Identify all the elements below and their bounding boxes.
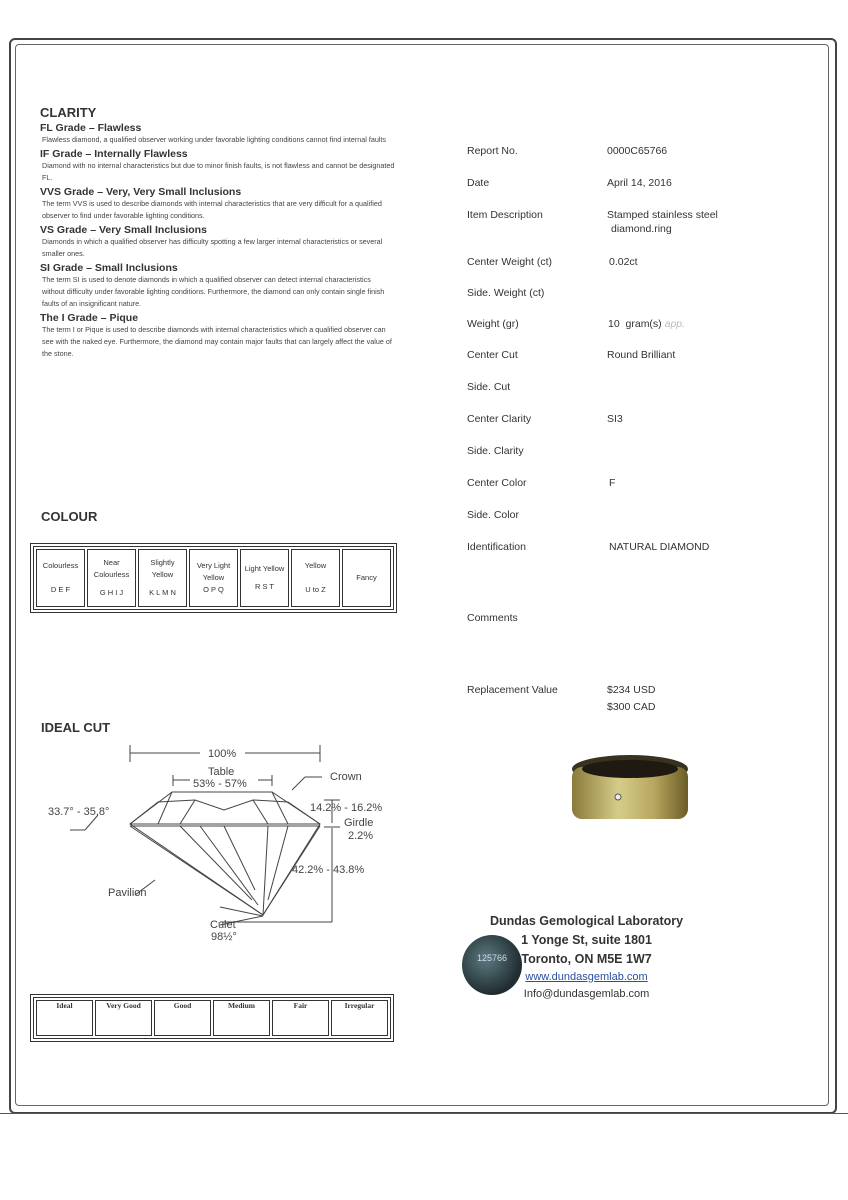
crown-height-label: 14.2% - 16.2%	[310, 802, 383, 814]
field-value: NATURAL DIAMOND	[609, 541, 710, 553]
field-report-no	[467, 145, 668, 157]
grade-title: SI Grade – Small Inclusions	[40, 262, 178, 274]
cut-grade-cell: Medium	[213, 1000, 270, 1036]
grade-text: Flawless diamond, a qualified observer working under favorable lighting conditions cannot find internal faults	[42, 135, 386, 144]
field-label: Center Cut	[467, 349, 518, 361]
colour-name: Near Colourless	[93, 558, 130, 579]
field-label: Center Color	[467, 477, 527, 489]
lab-name: Dundas Gemological Laboratory	[490, 914, 684, 928]
field-center-weight	[467, 256, 638, 268]
colour-cell	[36, 549, 85, 607]
grade-text: The term VVS is used to describe diamonds with internal characteristics that are very difficult for a qualified observer to find under favorable lighting conditions.	[42, 199, 382, 220]
lab-info	[490, 912, 683, 1003]
grade-title: VS Grade – Very Small Inclusions	[40, 224, 207, 236]
colour-cell	[138, 549, 187, 607]
grade-title: FL Grade – Flawless	[40, 122, 142, 134]
lab-email: Info@dundasgemlab.com	[523, 988, 650, 1000]
lab-website-link[interactable]: www.dundasgemlab.com	[525, 971, 648, 983]
field-label: Side. Color	[467, 509, 519, 521]
clarity-section	[40, 105, 395, 360]
field-value: 10 gram(s)	[608, 318, 662, 330]
field-side-cut	[467, 381, 510, 393]
cut-grade-cell: Irregular	[331, 1000, 388, 1036]
field-side-weight	[467, 287, 544, 299]
field-value: Stamped stainless steel	[607, 209, 718, 221]
cut-grade-cell: Fair	[272, 1000, 329, 1036]
grade-title: The I Grade – Pique	[40, 312, 139, 324]
colour-cell	[291, 549, 340, 607]
grade-text: The term SI is used to denote diamonds in which a qualified observer can detect internal characteristics without difficulty under favorable lighting conditions. Furthermore, the diamond can only contain single finish faults of an insignificant nature.	[42, 275, 385, 308]
diameter-label: 100%	[208, 748, 237, 760]
field-value: SI3	[607, 413, 623, 425]
colour-name: Yellow	[304, 561, 327, 570]
field-label: Date	[467, 177, 490, 189]
colour-grades: O P Q	[203, 585, 224, 594]
girdle-label: Girdle	[344, 817, 374, 829]
field-label: Center Clarity	[467, 413, 532, 425]
field-label: Weight (gr)	[467, 318, 519, 330]
field-value-line2: $300 CAD	[607, 701, 656, 713]
pavilion-depth-label: 42.2% - 43.8%	[292, 864, 365, 876]
field-value: F	[609, 477, 616, 489]
field-item-description	[467, 209, 718, 235]
colour-scale-table	[33, 546, 394, 610]
pavilion-label: Pavilion	[108, 887, 147, 899]
table-label: Table	[208, 766, 235, 778]
colour-cell	[189, 549, 238, 607]
scan-edge-line	[0, 1113, 848, 1114]
field-label: Identification	[467, 541, 526, 553]
seal-number: 125766	[476, 953, 508, 963]
grade-text: Diamond with no internal characteristics but due to minor finish faults, is not flawless and cannot be designated FL.	[42, 161, 395, 182]
colour-grades: G H I J	[99, 588, 124, 597]
colour-cell	[87, 549, 136, 607]
lab-address-line2: Toronto, ON M5E 1W7	[521, 952, 652, 966]
colour-name: Colourless	[42, 561, 79, 570]
colour-name: Slightly Yellow	[150, 558, 175, 579]
cut-grade-cell: Ideal	[36, 1000, 93, 1036]
diamond-proportions-diagram	[40, 740, 400, 950]
lab-address-line1: 1 Yonge St, suite 1801	[521, 933, 652, 947]
colour-cell	[240, 549, 289, 607]
crown-angle-label: 33.7° - 35.8°	[48, 806, 110, 818]
grade-text: Diamonds in which a qualified observer has difficulty spotting a few larger internal characteristics or several smaller ones.	[42, 237, 383, 258]
grade-title: IF Grade – Internally Flawless	[40, 148, 188, 160]
field-value: 0.02ct	[609, 256, 638, 268]
field-value: Round Brilliant	[607, 349, 676, 361]
colour-grades: K L M N	[149, 588, 176, 597]
field-date	[467, 177, 672, 189]
colour-cell	[342, 549, 391, 607]
field-center-color	[467, 477, 616, 489]
field-label: Center Weight (ct)	[467, 256, 552, 268]
field-replacement-value	[467, 684, 656, 713]
colour-name: Light Yellow	[244, 564, 285, 573]
field-comments	[467, 612, 518, 624]
cut-grade-cell: Very Good	[95, 1000, 152, 1036]
cut-grade-cell: Good	[154, 1000, 211, 1036]
field-value-line2: diamond.ring	[611, 223, 672, 235]
field-center-clarity	[467, 413, 623, 425]
colour-name: Very Light Yellow	[196, 561, 231, 582]
crown-label: Crown	[330, 771, 362, 783]
culet-label: Culet	[210, 919, 236, 931]
field-side-color	[467, 509, 519, 521]
field-value: April 14, 2016	[607, 177, 672, 189]
field-label: Side. Weight (ct)	[467, 287, 545, 299]
field-weight	[467, 318, 686, 330]
field-note: app.	[664, 318, 686, 330]
field-label: Report No.	[467, 145, 518, 157]
girdle-value: 2.2%	[348, 830, 374, 842]
colour-grades: U to Z	[305, 585, 326, 594]
field-label: Item Description	[467, 209, 543, 221]
table-range-label: 53% - 57%	[193, 778, 247, 790]
field-label: Replacement Value	[467, 684, 558, 696]
ring-photo	[566, 747, 694, 835]
field-label: Side. Clarity	[467, 445, 524, 457]
field-center-cut	[467, 349, 676, 361]
field-identification	[467, 541, 710, 553]
ideal-cut-heading: IDEAL CUT	[41, 720, 111, 735]
colour-heading: COLOUR	[41, 509, 98, 524]
colour-grades: D E F	[50, 585, 71, 594]
field-value: 0000C65766	[607, 145, 668, 157]
colour-name: Fancy	[356, 573, 377, 582]
field-value: $234 USD	[607, 684, 656, 696]
grade-title: VVS Grade – Very, Very Small Inclusions	[40, 186, 242, 198]
field-label: Comments	[467, 612, 518, 624]
grade-text: The term I or Pique is used to describe diamonds with internal characteristics which a qualified observer can see with the naked eye. Furthermore, the diamond may contain major faults that can largely affect the value of the stone.	[42, 325, 392, 358]
culet-angle-label: 98½°	[211, 931, 237, 943]
colour-grades: R S T	[254, 582, 275, 591]
cut-grade-table	[33, 997, 391, 1039]
field-side-clarity	[467, 445, 524, 457]
field-label: Side. Cut	[467, 381, 511, 393]
clarity-heading: CLARITY	[40, 105, 97, 120]
